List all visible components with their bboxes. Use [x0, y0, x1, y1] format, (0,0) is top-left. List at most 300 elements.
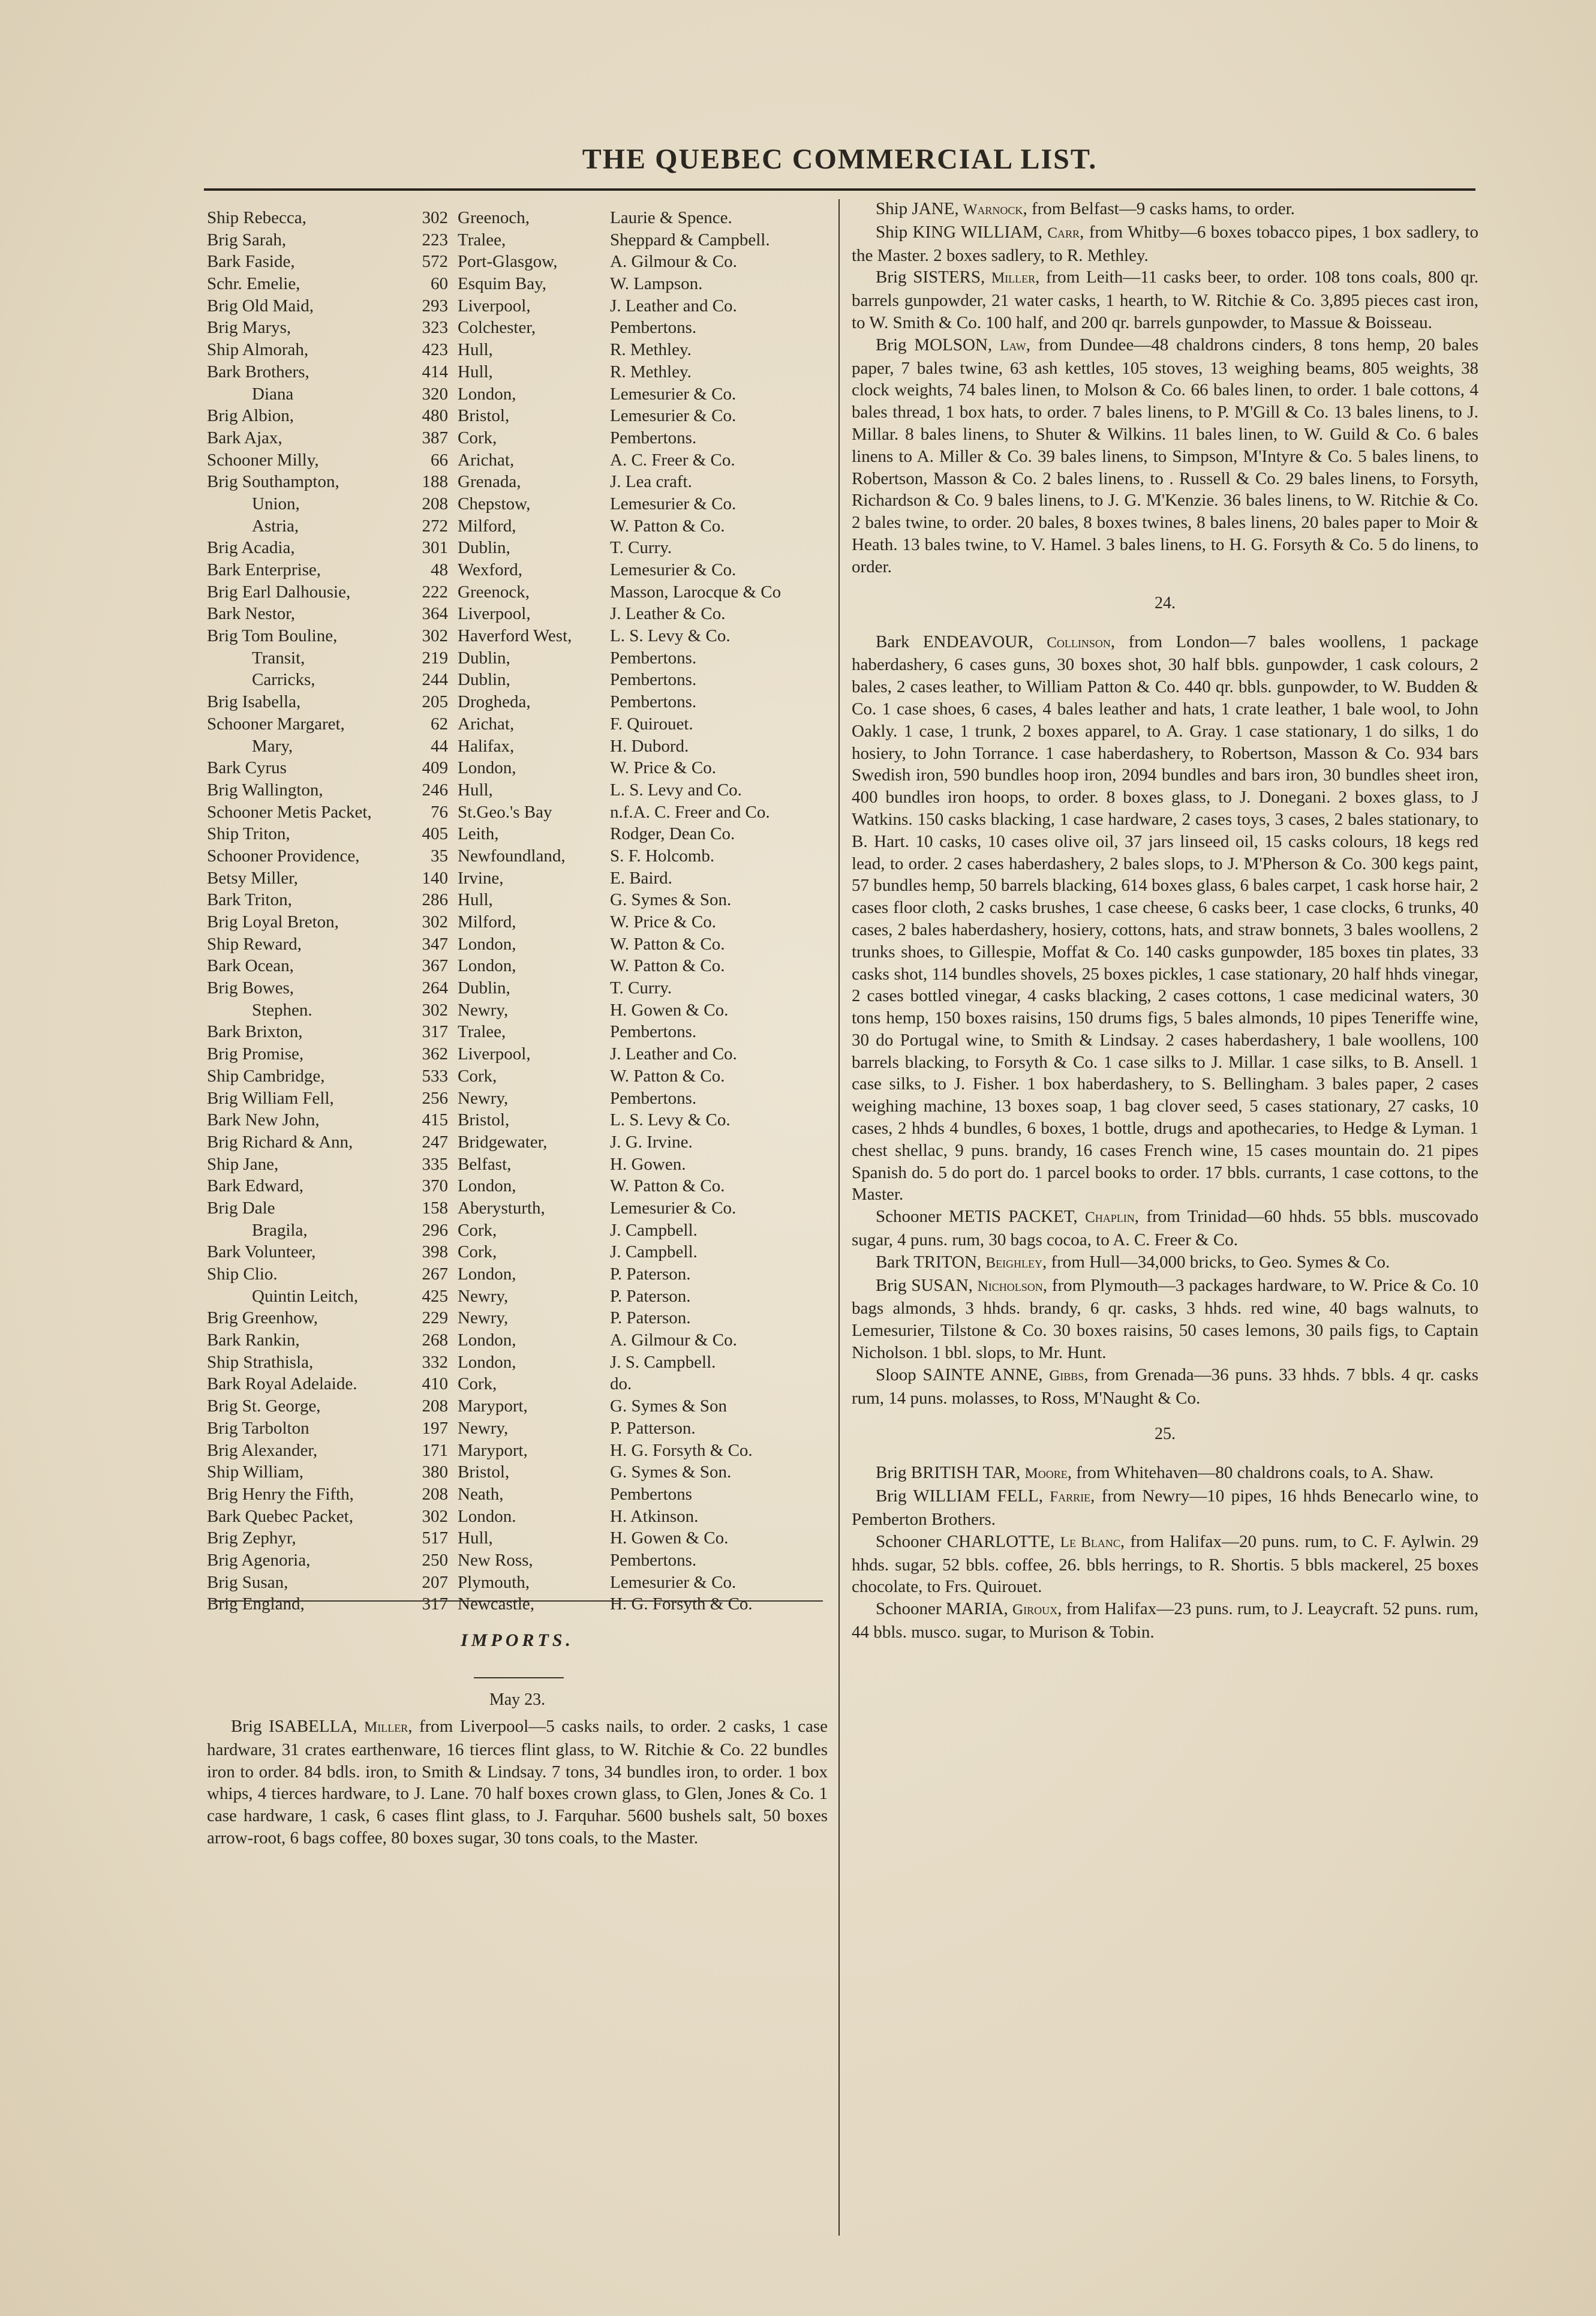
port-of-origin: Dublin, — [458, 538, 510, 558]
tonnage: 398 — [422, 1242, 448, 1262]
port-of-origin: Hull, — [458, 1528, 493, 1548]
tonnage: 572 — [422, 252, 448, 272]
consignee: H. Atkinson. — [610, 1506, 699, 1526]
arrival-row — [207, 1440, 828, 1462]
imports-heading: IMPORTS. — [461, 1630, 574, 1650]
tonnage: 219 — [422, 648, 448, 668]
arrival-row — [207, 1572, 828, 1594]
vessel-name: Brig ISABELLA, — [231, 1717, 364, 1736]
import-entry — [852, 1462, 1478, 1485]
arrivals-list — [207, 207, 828, 1615]
vessel-name: Schooner CHARLOTTE, — [876, 1531, 1060, 1551]
consignee: Pembertons. — [610, 648, 697, 668]
consignee: J. Lea craft. — [610, 472, 692, 492]
arrival-row — [207, 207, 828, 229]
arrival-row — [207, 713, 828, 735]
tonnage: 140 — [422, 868, 448, 888]
port-of-origin: Maryport, — [458, 1440, 528, 1460]
tonnage: 207 — [422, 1572, 448, 1592]
consignee: T. Curry. — [610, 538, 672, 558]
import-entry — [852, 631, 1478, 1206]
vessel-name: Brig WILLIAM FELL, — [876, 1486, 1050, 1506]
ship-name: Brig Susan, — [207, 1572, 288, 1592]
tonnage: 247 — [422, 1132, 448, 1152]
cargo-text: , from Whitby—6 boxes tobacco pipes, 1 box sadlery, to the Master. 2 boxes sadlery, to R. Methley. — [852, 222, 1478, 265]
arrival-row — [207, 1395, 828, 1417]
arrival-row — [207, 1197, 828, 1219]
import-entry — [852, 1531, 1478, 1598]
arrival-row — [207, 1088, 828, 1110]
tonnage: 302 — [422, 912, 448, 932]
consignee: T. Curry. — [610, 978, 672, 998]
consignee: J. Leather and Co. — [610, 296, 737, 316]
arrival-row — [207, 295, 828, 317]
consignee: P. Paterson. — [610, 1286, 691, 1306]
consignee: G. Symes & Son. — [610, 1462, 732, 1482]
port-of-origin: Liverpool, — [458, 1044, 531, 1064]
ship-name: Astria, — [252, 516, 299, 536]
port-of-origin: Belfast, — [458, 1154, 512, 1174]
import-entry — [852, 1598, 1478, 1644]
consignee: W. Patton & Co. — [610, 1176, 725, 1196]
arrival-row — [207, 251, 828, 273]
tonnage: 62 — [431, 714, 448, 734]
ship-name: Ship Rebecca, — [207, 208, 306, 227]
arrival-row — [207, 1154, 828, 1176]
cargo-text: , from Trinidad—60 hhds. 55 bbls. muscovado sugar, 4 puns. rum, 30 bags cocoa, to A. C. Freer & Co. — [852, 1207, 1478, 1250]
port-of-origin: London, — [458, 758, 516, 778]
arrival-row — [207, 911, 828, 933]
arrival-row — [207, 603, 828, 625]
port-of-origin: Cork, — [458, 1374, 497, 1394]
ship-name: Diana — [252, 384, 294, 404]
ship-name: Bark Brixton, — [207, 1022, 303, 1042]
cargo-text: , from Liverpool—5 casks nails, to order. 2 casks, 1 case hardware, 31 crates earthenware, 16 tierces flint glass, to W. Ritchie & Co. 22 bundles iron to order. 84 bdls. iron, to Smith & Lindsay. 7 tons, 34 bundles iron, to order. 1 box whips, 4 tierces hardware, to J. Lane. 70 half boxes crown glass, to Glen, Jones & Co. 1 case hardware, 1 cask, 6 cases flint glass, to J. Farquhar. 5600 bushels salt, 50 boxes arrow-root, 6 bags coffee, 80 boxes sugar, 30 tons coals, to the Master. — [207, 1717, 828, 1848]
arrival-row — [207, 735, 828, 758]
ship-name: Ship Reward, — [207, 934, 302, 954]
ship-name: Brig Wallington, — [207, 780, 323, 800]
port-of-origin: Cork, — [458, 1242, 497, 1262]
port-of-origin: Newfoundland, — [458, 846, 566, 866]
consignee: L. S. Levy and Co. — [610, 780, 742, 800]
consignee: do. — [610, 1374, 632, 1394]
master-name: Moore — [1024, 1465, 1068, 1482]
tonnage: 302 — [422, 208, 448, 227]
arrival-row — [207, 1417, 828, 1440]
ship-name: Schooner Providence, — [207, 846, 360, 866]
master-name: Miller — [364, 1719, 408, 1735]
tonnage: 205 — [422, 692, 448, 712]
tonnage: 44 — [431, 736, 448, 756]
port-of-origin: Arichat, — [458, 714, 515, 734]
tonnage: 302 — [422, 1000, 448, 1020]
port-of-origin: Newcastle, — [458, 1594, 535, 1614]
import-entry — [852, 266, 1478, 334]
tonnage: 335 — [422, 1154, 448, 1174]
entries-group-b — [852, 631, 1478, 1410]
tonnage: 197 — [422, 1418, 448, 1438]
ship-name: Brig Promise, — [207, 1044, 304, 1064]
ship-name: Brig Zephyr, — [207, 1528, 296, 1548]
consignee: A. C. Freer & Co. — [610, 450, 735, 470]
consignee: P. Paterson. — [610, 1308, 691, 1328]
tonnage: 35 — [431, 846, 448, 866]
cargo-text: , from London—7 bales woollens, 1 package haberdashery, 6 cases guns, 30 boxes shot, 30 half bbls. gunpowder, 1 cask colours, 2 bales, 2 cases leather, to William Patton & Co. 440 qr. bbls. gunpowder, to W. Budden & Co. 1 case shoes, 6 cases, 4 bales leather and hats, 1 crate leather, 1 bale wool, to John Oakly. 1 case, 1 trunk, 2 boxes apparel, to A. Gray. 1 case stationary, 1 do silks, 1 do hosiery, to John Torrance. 1 case haberdashery, to Robertson, Masson & Co. 934 bars Swedish iron, 590 bundles hoop iron, 2094 bundles and bars iron, 30 bundles sheet iron, 400 bundles iron hoops, to order. 8 boxes glass, to J. Donegani. 2 boxes glass, to J Watkins. 150 casks blacking, 1 case hardware, 2 cases toys, 3 cases, 2 bales stationary, to B. Hart. 10 casks, 10 cases olive oil, 37 jars linseed oil, 15 casks colours, 18 kegs red lead, to order. 2 cases haberdashery, 2 bales slops, to J. M'Pherson & Co. 300 kegs paint, 57 bundles hemp, 50 barrels blacking, 614 boxes glass, 6 bales carpet, 1 cask horse hair, 2 cases floor cloth, 2 casks brushes, 1 case cheese, 6 casks beer, 1 case clocks, 6 trunks, 40 cases, 2 bales haberdashery, hosiery, cottons, hats, and straw bonnets, 3 bales woollens, 2 trunks shoes, to Gillespie, Moffat & Co. 140 casks gunpowder, 185 boxes tin plates, 33 casks shot, 114 bundles shovels, 25 boxes pickles, 1 case stationary, 20 half hhds vinegar, 2 cases bottled vinegar, 4 casks blacking, 2 cases cottons, 1 case medicinal waters, 30 tons hemp, 150 boxes raisins, 150 drums figs, 5 bales almonds, 10 pipes Teneriffe wine, 30 do Portugal wine, to Smith & Lindsay. 2 cases haberdashery, 1 bale woollens, 100 barrels blacking, to Forsyth & Co. 1 case silks to J. Millar. 1 case silks, to B. Ansell. 1 case silks, to J. Fisher. 1 box haberdashery, to S. Bellingham. 3 bales paper, 2 cases weighing machine, 13 boxes soap, 1 bag clover seed, 5 cases stationary, 27 casks, 10 cases, 2 hhds 4 bundles, 6 boxes, 1 bottle, drugs and apothecaries, to Hedge & Lyman. 1 chest shellac, 9 puns. brandy, 16 cases French wine, 15 cases mountain do. 21 pipes Spanish do. 5 do port do. 1 parcel books to order. 17 bbls. currants, 1 case cottons, to the Master. — [852, 632, 1479, 1204]
ship-name: Brig Tom Bouline, — [207, 626, 338, 646]
arrival-row — [207, 977, 828, 999]
consignee: Pembertons — [610, 1484, 692, 1504]
ship-name: Brig Earl Dalhousie, — [207, 582, 351, 602]
cargo-text: , from Grenada—36 puns. 33 hhds. 7 bbls. 4 qr. casks rum, 14 puns. molasses, to Ross, M'Naught & Co. — [852, 1365, 1478, 1408]
tonnage: 76 — [431, 802, 448, 822]
port-of-origin: Colchester, — [458, 318, 536, 338]
port-of-origin: Greenoch, — [458, 208, 530, 227]
arrival-row — [207, 845, 828, 867]
consignee: Laurie & Spence. — [610, 208, 732, 227]
ship-name: Schr. Emelie, — [207, 274, 300, 294]
master-name: Le Blanc — [1060, 1534, 1120, 1551]
tonnage: 414 — [422, 362, 448, 382]
port-of-origin: New Ross, — [458, 1550, 533, 1570]
consignee: S. F. Holcomb. — [610, 846, 715, 866]
ship-name: Bark Ocean, — [207, 956, 294, 976]
arrival-row — [207, 581, 828, 603]
consignee: Lemesurier & Co. — [610, 560, 737, 579]
port-of-origin: Maryport, — [458, 1396, 528, 1416]
arrival-row — [207, 1593, 828, 1615]
ship-name: Union, — [252, 494, 300, 513]
arrival-row — [207, 999, 828, 1022]
consignee: L. S. Levy & Co. — [610, 626, 731, 646]
consignee: Rodger, Dean Co. — [610, 824, 735, 844]
consignee: G. Symes & Son. — [610, 890, 732, 910]
vessel-name: Brig SUSAN, — [876, 1275, 978, 1295]
ship-name: Brig Marys, — [207, 318, 291, 338]
vessel-name: Schooner MARIA, — [876, 1599, 1013, 1619]
consignee: Sheppard & Campbell. — [610, 230, 770, 250]
tonnage: 533 — [422, 1066, 448, 1086]
ship-name: Bark Nestor, — [207, 604, 296, 624]
ship-name: Brig Acadia, — [207, 538, 295, 558]
ship-name: Brig Albion, — [207, 406, 294, 426]
consignee: Pembertons. — [610, 1022, 697, 1042]
arrival-row — [207, 1307, 828, 1329]
master-name: Collinson — [1047, 634, 1111, 651]
master-name: Miller — [991, 270, 1036, 287]
consignee: Lemesurier & Co. — [610, 494, 737, 513]
arrival-row — [207, 1109, 828, 1131]
import-entry — [852, 1485, 1478, 1531]
arrival-row — [207, 801, 828, 824]
port-of-origin: London, — [458, 384, 516, 404]
ship-name: Carricks, — [252, 670, 315, 690]
arrival-row — [207, 1263, 828, 1285]
tonnage: 223 — [422, 230, 448, 250]
tonnage: 48 — [431, 560, 448, 579]
ship-name: Bark New John, — [207, 1110, 320, 1130]
consignee: Lemesurier & Co. — [610, 1198, 737, 1218]
tonnage: 317 — [422, 1022, 448, 1042]
arrival-row — [207, 537, 828, 559]
date-heading-may23: May 23. — [489, 1690, 546, 1709]
import-entry — [852, 334, 1478, 578]
short-rule — [474, 1677, 564, 1678]
ship-name: Mary, — [252, 736, 293, 756]
port-of-origin: Dublin, — [458, 670, 510, 690]
arrival-row — [207, 1241, 828, 1263]
tonnage: 246 — [422, 780, 448, 800]
consignee: H. Gowen & Co. — [610, 1528, 729, 1548]
master-name: Gibbs — [1049, 1367, 1084, 1384]
arrival-row — [207, 955, 828, 977]
port-of-origin: Dublin, — [458, 648, 510, 668]
port-of-origin: Cork, — [458, 428, 497, 447]
consignee: A. Gilmour & Co. — [610, 252, 737, 272]
tonnage: 425 — [422, 1286, 448, 1306]
tonnage: 415 — [422, 1110, 448, 1130]
port-of-origin: Hull, — [458, 780, 493, 800]
ship-name: Ship Jane, — [207, 1154, 279, 1174]
consignee: Lemesurier & Co. — [610, 406, 737, 426]
port-of-origin: Newry, — [458, 1308, 509, 1328]
title-rule — [204, 188, 1475, 191]
port-of-origin: Wexford, — [458, 560, 522, 579]
arrival-row — [207, 339, 828, 361]
tonnage: 423 — [422, 340, 448, 360]
cargo-text: , from Belfast—9 casks hams, to order. — [1023, 199, 1295, 218]
port-of-origin: Halifax, — [458, 736, 515, 756]
tonnage: 188 — [422, 472, 448, 492]
ship-name: Bark Volunteer, — [207, 1242, 316, 1262]
tonnage: 410 — [422, 1374, 448, 1394]
ship-name: Brig Isabella, — [207, 692, 301, 712]
port-of-origin: London, — [458, 956, 516, 976]
consignee: W. Price & Co. — [610, 758, 716, 778]
ship-name: Bark Ajax, — [207, 428, 282, 447]
master-name: Law — [999, 337, 1026, 354]
tonnage: 244 — [422, 670, 448, 690]
tonnage: 250 — [422, 1550, 448, 1570]
consignee: W. Patton & Co. — [610, 1066, 725, 1086]
cargo-text: , from Newry—10 pipes, 16 hhds Benecarlo wine, to Pemberton Brothers. — [852, 1486, 1478, 1530]
consignee: Pembertons. — [610, 1550, 697, 1570]
tonnage: 302 — [422, 1506, 448, 1526]
tonnage: 370 — [422, 1176, 448, 1196]
port-of-origin: Drogheda, — [458, 692, 531, 712]
ship-name: Schooner Milly, — [207, 450, 319, 470]
tonnage: 301 — [422, 538, 448, 558]
consignee: W. Price & Co. — [610, 912, 716, 932]
tonnage: 66 — [431, 450, 448, 470]
ship-name: Bark Quebec Packet, — [207, 1506, 353, 1526]
port-of-origin: Hull, — [458, 362, 493, 382]
port-of-origin: London, — [458, 1264, 516, 1284]
arrival-row — [207, 449, 828, 471]
import-entry — [852, 1364, 1478, 1410]
consignee: J. Leather and Co. — [610, 1044, 737, 1064]
tonnage: 293 — [422, 296, 448, 316]
arrival-row — [207, 273, 828, 295]
port-of-origin: Newry, — [458, 1000, 509, 1020]
right-column — [852, 198, 1478, 1644]
port-of-origin: Port-Glasgow, — [458, 252, 558, 272]
ship-name: Bark Faside, — [207, 252, 295, 272]
consignee: A. Gilmour & Co. — [610, 1330, 737, 1350]
page-title: THE QUEBEC COMMERCIAL LIST. — [582, 143, 1098, 175]
arrival-row — [207, 1065, 828, 1088]
arrival-row — [207, 691, 828, 713]
date-heading-24: 24. — [1155, 593, 1176, 612]
vessel-name: Bark TRITON, — [876, 1252, 986, 1272]
ship-name: Ship William, — [207, 1462, 304, 1482]
arrival-row — [207, 647, 828, 669]
ship-name: Ship Triton, — [207, 824, 290, 844]
ship-name: Betsy Miller, — [207, 868, 298, 888]
tonnage: 296 — [422, 1220, 448, 1240]
arrival-row — [207, 1285, 828, 1308]
arrival-row — [207, 229, 828, 251]
tonnage: 347 — [422, 934, 448, 954]
section-rule — [211, 1600, 823, 1602]
port-of-origin: Greenock, — [458, 582, 530, 602]
import-entry — [852, 198, 1478, 221]
entries-group-a — [852, 198, 1478, 578]
arrival-row — [207, 559, 828, 581]
vessel-name: Brig MOLSON, — [876, 335, 1000, 355]
master-name: Chaplin — [1085, 1209, 1135, 1226]
ship-name: Brig Bowes, — [207, 978, 294, 998]
port-of-origin: London. — [458, 1506, 516, 1526]
tonnage: 380 — [422, 1462, 448, 1482]
ship-name: Ship Clio. — [207, 1264, 278, 1284]
ship-name: Quintin Leitch, — [252, 1286, 359, 1306]
vessel-name: Brig BRITISH TAR, — [876, 1463, 1025, 1483]
cargo-text: , from Whitehaven—80 chaldrons coals, to A. Shaw. — [1067, 1463, 1434, 1483]
arrival-row — [207, 1461, 828, 1483]
port-of-origin: Hull, — [458, 890, 493, 910]
port-of-origin: Aberysturth, — [458, 1198, 545, 1218]
consignee: G. Symes & Son — [610, 1396, 727, 1416]
tonnage: 317 — [422, 1594, 448, 1614]
ship-name: Brig Tarbolton — [207, 1418, 309, 1438]
ship-name: Bragila, — [252, 1220, 308, 1240]
arrival-row — [207, 405, 828, 427]
import-entry — [207, 1716, 828, 1849]
vessel-name: Sloop SAINTE ANNE, — [876, 1365, 1050, 1384]
port-of-origin: Neath, — [458, 1484, 504, 1504]
master-name: Giroux — [1012, 1602, 1058, 1618]
arrival-row — [207, 361, 828, 383]
consignee: Pembertons. — [610, 318, 697, 338]
arrival-row — [207, 427, 828, 449]
port-of-origin: Newry, — [458, 1088, 509, 1108]
tonnage: 286 — [422, 890, 448, 910]
port-of-origin: Bristol, — [458, 406, 510, 426]
consignee: Pembertons. — [610, 692, 697, 712]
port-of-origin: Cork, — [458, 1220, 497, 1240]
tonnage: 320 — [422, 384, 448, 404]
arrival-row — [207, 471, 828, 493]
port-of-origin: Arichat, — [458, 450, 515, 470]
consignee: P. Paterson. — [610, 1264, 691, 1284]
tonnage: 208 — [422, 1484, 448, 1504]
port-of-origin: Chepstow, — [458, 494, 531, 513]
tonnage: 332 — [422, 1352, 448, 1372]
tonnage: 302 — [422, 626, 448, 646]
cargo-text: , from Halifax—20 puns. rum, to C. F. Aylwin. 29 hhds. sugar, 52 bbls. coffee, 26. bbls herrings, to R. Shortis. 5 bbls mackerel, 25 boxes chocolate, to Frs. Quirouet. — [852, 1531, 1478, 1597]
arrival-row — [207, 1043, 828, 1065]
arrival-row — [207, 317, 828, 339]
ship-name: Ship Strathisla, — [207, 1352, 314, 1372]
tonnage: 272 — [422, 516, 448, 536]
arrival-row — [207, 383, 828, 405]
arrival-row — [207, 1175, 828, 1197]
port-of-origin: Tralee, — [458, 230, 506, 250]
port-of-origin: London, — [458, 1176, 516, 1196]
ship-name: Brig Loyal Breton, — [207, 912, 339, 932]
tonnage: 405 — [422, 824, 448, 844]
tonnage: 60 — [431, 274, 448, 294]
arrival-row — [207, 1549, 828, 1572]
ship-name: Bark Enterprise, — [207, 560, 321, 579]
master-name: Farrie — [1050, 1489, 1091, 1506]
tonnage: 208 — [422, 494, 448, 513]
import-entry — [852, 1275, 1478, 1364]
consignee: W. Patton & Co. — [610, 934, 725, 954]
consignee: H. Gowen. — [610, 1154, 686, 1174]
port-of-origin: Grenada, — [458, 472, 521, 492]
tonnage: 267 — [422, 1264, 448, 1284]
tonnage: 208 — [422, 1396, 448, 1416]
port-of-origin: Milford, — [458, 912, 516, 932]
tonnage: 171 — [422, 1440, 448, 1460]
arrival-row — [207, 867, 828, 890]
tonnage: 367 — [422, 956, 448, 976]
arrival-row — [207, 779, 828, 801]
port-of-origin: London, — [458, 1352, 516, 1372]
port-of-origin: Milford, — [458, 516, 516, 536]
tonnage: 268 — [422, 1330, 448, 1350]
ship-name: Transit, — [252, 648, 305, 668]
arrival-row — [207, 823, 828, 845]
cargo-text: , from Plymouth—3 packages hardware, to W. Price & Co. 10 bags almonds, 3 hhds. brandy, 6 qr. casks, 3 hhds. red wine, 40 bags walnuts, to Lemesurier, Tilstone & Co. 30 boxes raisins, 50 cases lemons, 30 pails figs, to Captain Nicholson. 1 bbl. slops, to Mr. Hunt. — [852, 1275, 1478, 1363]
ship-name: Schooner Metis Packet, — [207, 802, 372, 822]
consignee: Pembertons. — [610, 670, 697, 690]
arrival-row — [207, 757, 828, 779]
port-of-origin: Esquim Bay, — [458, 274, 546, 294]
ship-name: Ship Almorah, — [207, 340, 309, 360]
consignee: F. Quirouet. — [610, 714, 693, 734]
master-name: Beighley — [985, 1254, 1043, 1271]
tonnage: 256 — [422, 1088, 448, 1108]
ship-name: Brig Alexander, — [207, 1440, 318, 1460]
arrival-row — [207, 1483, 828, 1506]
port-of-origin: Newry, — [458, 1286, 509, 1306]
consignee: R. Methley. — [610, 340, 692, 360]
port-of-origin: Liverpool, — [458, 296, 531, 316]
consignee: P. Patterson. — [610, 1418, 696, 1438]
vessel-name: Schooner METIS PACKET, — [876, 1207, 1086, 1227]
arrival-row — [207, 1506, 828, 1528]
port-of-origin: Bristol, — [458, 1110, 510, 1130]
consignee: W. Patton & Co. — [610, 516, 725, 536]
tonnage: 409 — [422, 758, 448, 778]
ship-name: Brig Old Maid, — [207, 296, 314, 316]
arrival-row — [207, 669, 828, 691]
consignee: W. Lampson. — [610, 274, 703, 294]
port-of-origin: Hull, — [458, 340, 493, 360]
arrival-row — [207, 889, 828, 911]
